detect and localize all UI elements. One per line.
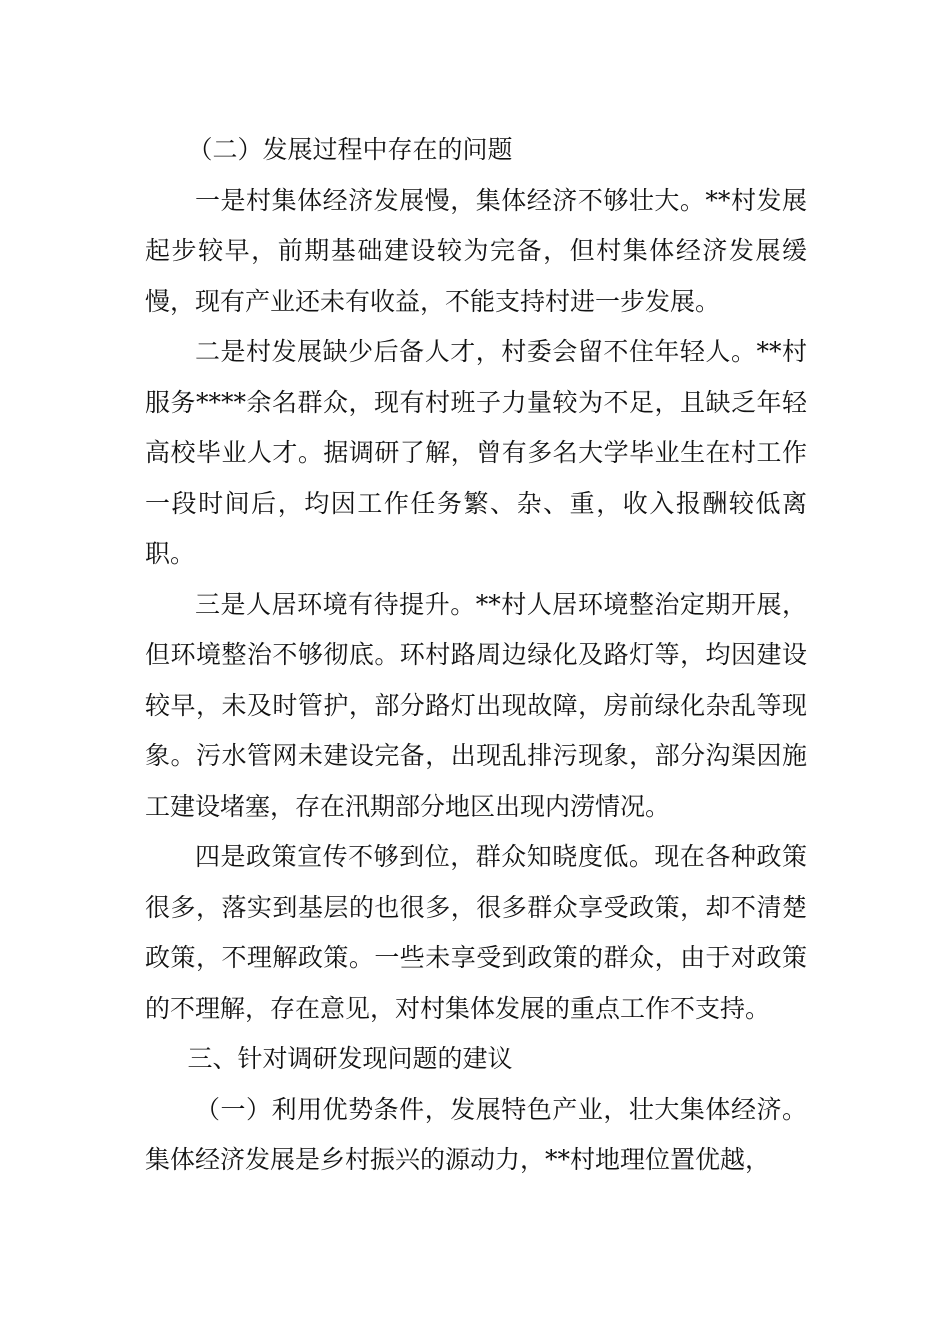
paragraph-policy-publicity: 四是政策宣传不够到位，群众知晓度低。现在各种政策很多，落实到基层的也很多，很多群众享受政策，却不清楚政策，不理解政策。一些未享受到政策的群众，由于对政策的不理解，存在意见，对村集体发展的重点工作不支持。 xyxy=(145,842,807,1023)
paragraph-talent-shortage: 二是村发展缺少后备人才，村委会留不住年轻人。**村服务****余名群众，现有村班子力量较为不足，且缺乏年轻高校毕业人才。据调研了解，曾有多名大学毕业生在村工作一段时间后，均因工作任务繁、杂、重，收入报酬较低离职。 xyxy=(145,337,807,568)
paragraph-suggestion-one: （一）利用优势条件，发展特色产业，壮大集体经济。集体经济发展是乡村振兴的源动力，**村地理位置优越， xyxy=(145,1094,807,1174)
document-body xyxy=(145,125,807,1186)
paragraph-collective-economy: 一是村集体经济发展慢，集体经济不够壮大。**村发展起步较早，前期基础建设较为完备，但村集体经济发展缓慢，现有产业还未有收益，不能支持村进一步发展。 xyxy=(145,185,807,316)
paragraph-living-environment: 三是人居环境有待提升。**村人居环境整治定期开展，但环境整治不够彻底。环村路周边绿化及路灯等，均因建设较早，未及时管护，部分路灯出现故障，房前绿化杂乱等现象。污水管网未建设完备，出现乱排污现象，部分沟渠因施工建设堵塞，存在汛期部分地区出现内涝情况。 xyxy=(145,589,807,821)
section-heading-suggestions: 三、针对调研发现问题的建议 xyxy=(187,1044,513,1073)
section-heading-problems: （二）发展过程中存在的问题 xyxy=(187,135,513,164)
